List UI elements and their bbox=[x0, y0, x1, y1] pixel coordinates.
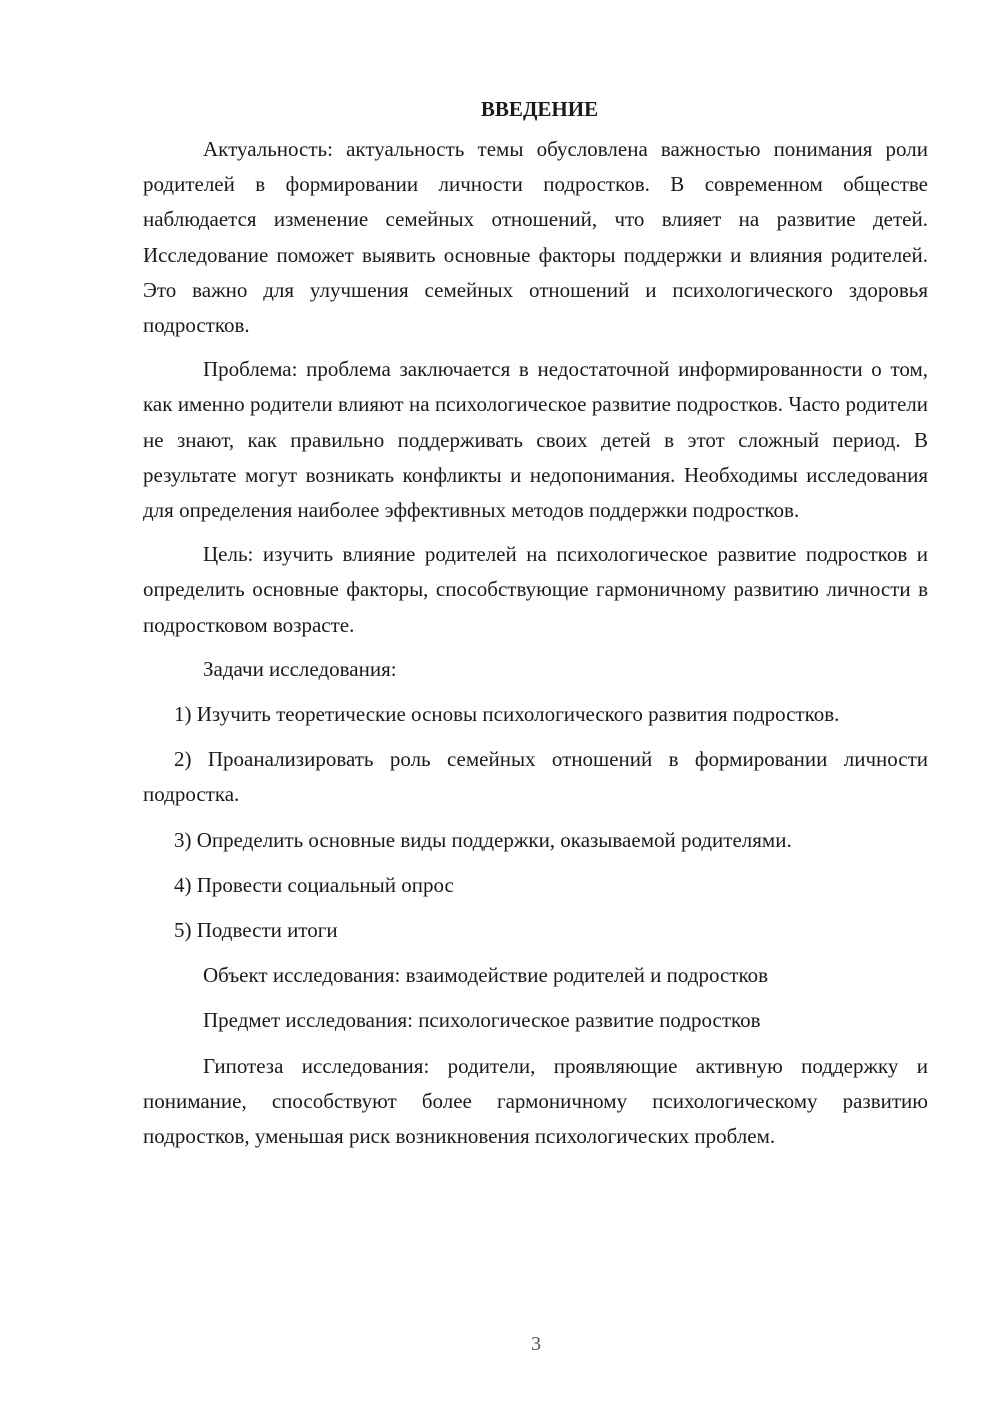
goal-paragraph: Цель: изучить влияние родителей на психологическое развитие подростков и определить основные факторы, способствующие гармоничному развитию личности в подростковом возрасте. bbox=[143, 542, 928, 637]
task-item-3: 3) Определить основные виды поддержки, оказываемой родителями. bbox=[174, 827, 792, 852]
document-page bbox=[143, 92, 928, 1163]
object-paragraph: Объект исследования: взаимодействие родителей и подростков bbox=[203, 963, 769, 988]
task-item-4: 4) Провести социальный опрос bbox=[174, 872, 454, 897]
page-number: 3 bbox=[531, 1333, 541, 1355]
subject-paragraph: Предмет исследования: психологическое развитие подростков bbox=[203, 1008, 761, 1033]
task-item-1: 1) Изучить теоретические основы психологического развития подростков. bbox=[174, 702, 840, 727]
problem-paragraph: Проблема: проблема заключается в недостаточной информированности о том, как именно родители влияют на психологическое развитие подростков. Часто родители не знают, как правильно поддерживать своих детей в этот сложный период. В результате могут возникать конфликты и недопонимания. Необходимы исследования для определения наиболее эффективных методов поддержки подростков. bbox=[143, 357, 928, 523]
document-title: ВВЕДЕНИЕ bbox=[480, 97, 599, 121]
task-item-5: 5) Подвести итоги bbox=[174, 918, 338, 943]
tasks-heading: Задачи исследования: bbox=[203, 656, 397, 681]
task-item-2: 2) Проанализировать роль семейных отношений в формировании личности подростка. bbox=[143, 747, 928, 807]
relevance-paragraph: Актуальность: актуальность темы обусловлена важностью понимания роли родителей в формировании личности подростков. В современном обществе наблюдается изменение семейных отношений, что влияет на развитие детей. Исследование поможет выявить основные факторы поддержки и влияния родителей. Это важно для улучшения семейных отношений и психологического здоровья подростков. bbox=[143, 137, 928, 338]
hypothesis-paragraph: Гипотеза исследования: родители, проявляющие активную поддержку и понимание, способствуют более гармоничному психологическому развитию подростков, уменьшая риск возникновения психологических проблем. bbox=[143, 1053, 928, 1149]
